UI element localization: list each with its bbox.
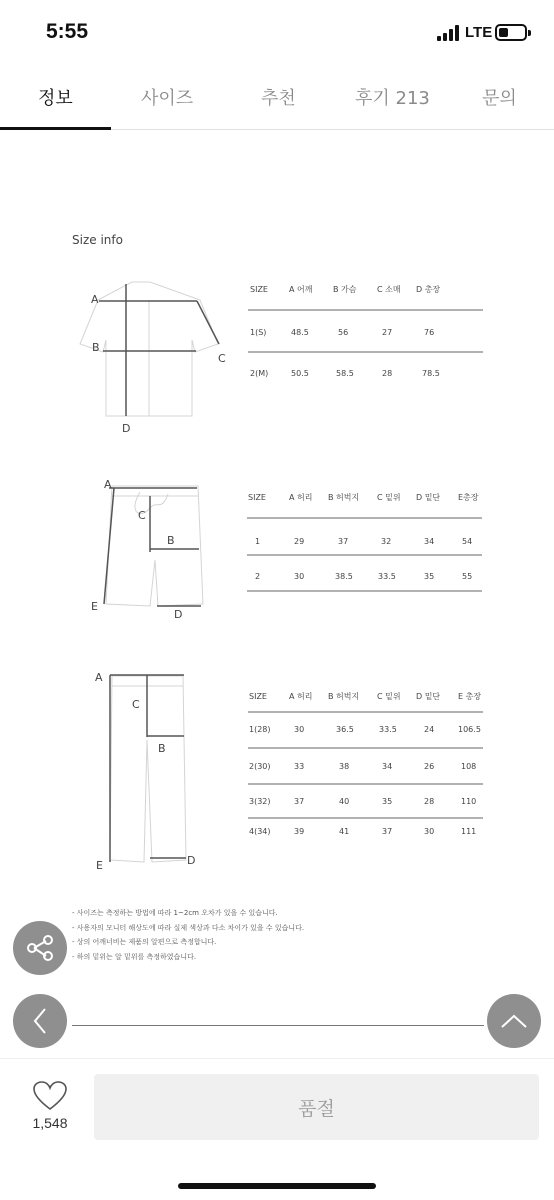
tab-inquiry[interactable]: 문의 xyxy=(482,88,517,109)
note-line: - 하의 밑위는 알 밑위를 측정하였습니다. xyxy=(72,952,197,961)
pants-label-e: E xyxy=(96,859,103,872)
table-cell: 37 xyxy=(338,537,349,546)
table-cell: 2(30) xyxy=(249,762,271,771)
shirt-header-d: D 총장 xyxy=(416,285,441,294)
like-button[interactable] xyxy=(28,1081,72,1115)
table-cell: 39 xyxy=(294,827,305,836)
chevron-left-icon xyxy=(13,994,67,1048)
shorts-label-a: A xyxy=(104,478,112,491)
share-icon xyxy=(13,921,67,975)
size-notes xyxy=(72,906,304,964)
table-cell: 78.5 xyxy=(422,369,440,378)
table-cell: 38 xyxy=(339,762,350,771)
share-button[interactable] xyxy=(13,921,67,975)
tab-active-indicator xyxy=(0,127,111,130)
table-cell: 30 xyxy=(294,725,305,734)
shirt-label-a: A xyxy=(91,293,99,306)
size-info-title: Size info xyxy=(72,233,123,247)
table-cell: 111 xyxy=(461,827,477,836)
pants-diagram xyxy=(110,676,186,862)
shorts-label-d: D xyxy=(174,608,183,621)
pants-header-b: B 허벅지 xyxy=(328,692,360,701)
table-cell: 29 xyxy=(294,537,305,546)
note-line: - 사이즈는 측정하는 방법에 따라 1~2cm 오차가 있을 수 있습니다. xyxy=(72,909,278,917)
shorts-header-size: SIZE xyxy=(248,493,266,502)
table-cell: 1(S) xyxy=(250,328,267,337)
shorts-header-a: A 허리 xyxy=(289,493,313,502)
size-charts xyxy=(0,260,554,900)
table-cell: 58.5 xyxy=(336,369,354,378)
shorts-label-c: C xyxy=(138,509,146,522)
battery-icon xyxy=(495,24,527,41)
table-cell: 24 xyxy=(424,725,435,734)
table-cell: 32 xyxy=(381,537,392,546)
shorts-header-e: E총장 xyxy=(458,493,479,502)
table-cell: 33.5 xyxy=(378,572,396,581)
table-cell: 30 xyxy=(424,827,435,836)
network-label: LTE xyxy=(465,24,493,41)
signal-icon xyxy=(437,25,459,41)
table-cell: 50.5 xyxy=(291,369,309,378)
shorts-header-c: C 밑위 xyxy=(377,493,401,502)
tab-recommend[interactable]: 추천 xyxy=(261,88,296,109)
shirt-header-c: C 소매 xyxy=(377,285,401,294)
pants-header-e: E 총장 xyxy=(458,692,482,701)
tab-size[interactable]: 사이즈 xyxy=(141,88,194,109)
table-cell: 28 xyxy=(424,797,435,806)
table-cell: 34 xyxy=(424,537,435,546)
note-line: - 상의 어깨너비는 제품의 알편으로 측정합니다. xyxy=(72,938,217,946)
table-cell: 30 xyxy=(294,572,305,581)
home-indicator xyxy=(178,1183,376,1189)
table-cell: 36.5 xyxy=(336,725,354,734)
pants-size-table xyxy=(248,691,483,836)
shorts-label-e: E xyxy=(91,600,98,613)
pants-header-a: A 허리 xyxy=(289,692,313,701)
table-cell: 76 xyxy=(424,328,435,337)
table-cell: 40 xyxy=(339,797,350,806)
shorts-header-b: B 허벅지 xyxy=(328,493,360,502)
table-cell: 35 xyxy=(382,797,393,806)
note-line: - 사용자의 모니터 해상도에 따라 실제 색상과 다소 차이가 있을 수 있습니다. xyxy=(72,923,305,932)
table-cell: 48.5 xyxy=(291,328,309,337)
table-cell: 33.5 xyxy=(379,725,397,734)
table-cell: 110 xyxy=(461,797,477,806)
table-cell: 38.5 xyxy=(335,572,353,581)
tab-bar xyxy=(0,64,554,130)
shirt-label-d: D xyxy=(122,422,131,435)
table-cell: 26 xyxy=(424,762,435,771)
table-cell: 1(28) xyxy=(249,725,271,734)
shirt-label-b: B xyxy=(92,341,100,354)
back-button[interactable] xyxy=(13,994,67,1048)
table-cell: 41 xyxy=(339,827,350,836)
table-cell: 2(M) xyxy=(250,369,269,378)
pants-label-c: C xyxy=(132,698,140,711)
table-cell: 37 xyxy=(382,827,393,836)
like-count: 1,548 xyxy=(32,1115,68,1131)
table-cell: 2 xyxy=(255,572,261,581)
tab-info[interactable]: 정보 xyxy=(38,88,73,109)
status-bar xyxy=(0,0,554,64)
table-cell: 54 xyxy=(462,537,473,546)
table-cell: 28 xyxy=(382,369,393,378)
chevron-up-icon xyxy=(487,994,541,1048)
table-cell: 1 xyxy=(255,537,261,546)
table-cell: 4(34) xyxy=(249,827,271,836)
pants-label-a: A xyxy=(95,671,103,684)
status-time: 5:55 xyxy=(46,20,89,43)
table-cell: 108 xyxy=(461,762,477,771)
pants-header-c: C 밑위 xyxy=(377,692,401,701)
table-cell: 35 xyxy=(424,572,435,581)
pants-header-d: D 밑단 xyxy=(416,692,441,701)
pants-label-d: D xyxy=(187,854,196,867)
shorts-diagram xyxy=(106,486,203,606)
tab-reviews[interactable]: 후기 213 xyxy=(355,88,430,109)
pants-label-b: B xyxy=(158,742,166,755)
shorts-label-b: B xyxy=(167,534,175,547)
table-cell: 106.5 xyxy=(458,725,481,734)
table-cell: 34 xyxy=(382,762,393,771)
shorts-header-d: D 밑단 xyxy=(416,493,441,502)
pants-header-size: SIZE xyxy=(249,692,267,701)
shirt-header-size: SIZE xyxy=(250,285,268,294)
table-cell: 56 xyxy=(338,328,349,337)
shirt-header-a: A 어깨 xyxy=(289,285,313,294)
bottom-bar xyxy=(0,1058,554,1200)
table-cell: 33 xyxy=(294,762,305,771)
soldout-button[interactable]: 품절 xyxy=(94,1074,539,1140)
table-cell: 3(32) xyxy=(249,797,271,806)
shorts-size-table xyxy=(247,492,482,591)
table-cell: 55 xyxy=(462,572,473,581)
table-cell: 27 xyxy=(382,328,393,337)
shirt-size-table xyxy=(248,284,483,378)
shirt-label-c: C xyxy=(218,352,226,365)
heart-icon xyxy=(33,1081,67,1111)
divider xyxy=(72,1025,484,1026)
table-cell: 37 xyxy=(294,797,305,806)
scroll-top-button[interactable] xyxy=(487,994,541,1048)
shirt-header-b: B 가슴 xyxy=(333,285,357,294)
